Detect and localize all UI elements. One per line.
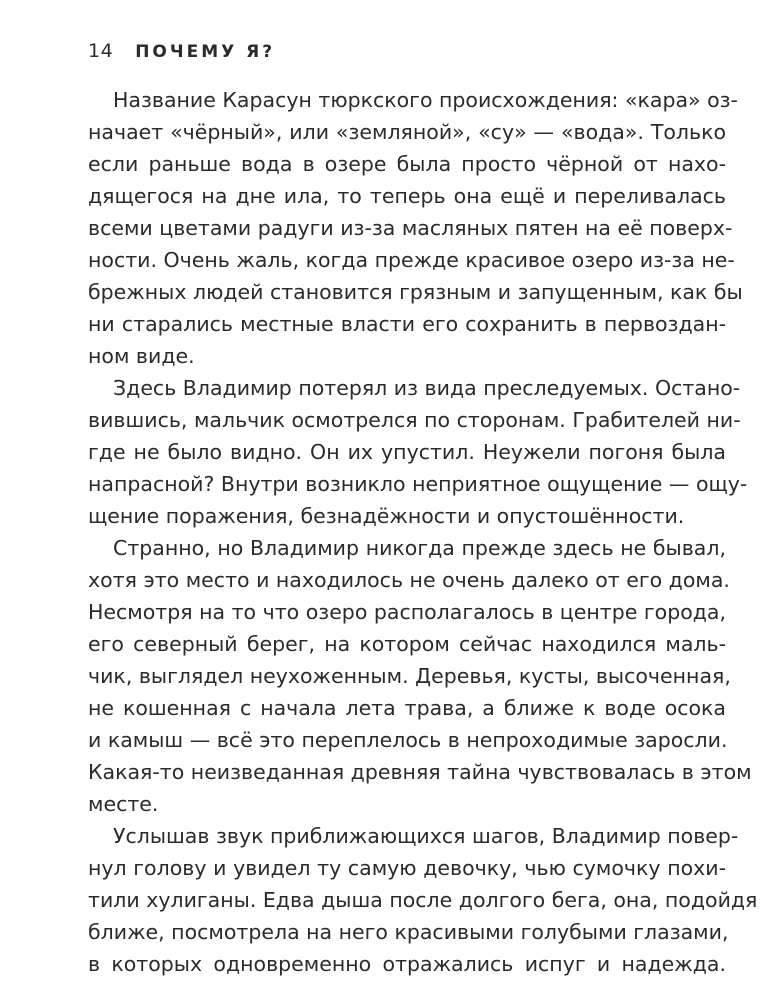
text-line: ности. Очень жаль, когда прежде красивое озеро из-за не-: [88, 248, 735, 272]
text-line: всеми цветами радуги из-за масляных пятен на её поверх-: [88, 216, 733, 240]
text-line: не кошенная с начала лета трава, а ближе к воде осока: [88, 696, 726, 720]
text-line: чик, выглядел неухоженным. Деревья, кусты, высоченная,: [88, 664, 731, 688]
text-line: Несмотря на то что озеро располагалось в центре города,: [88, 600, 726, 624]
text-line: ни старались местные власти его сохранить в первоздан-: [88, 312, 726, 336]
running-head: [88, 40, 726, 80]
text-line: начает «чёрный», или «земляной», «су» — «вода». Только: [88, 120, 726, 144]
book-page: [88, 40, 758, 980]
text-line: брежных людей становится грязным и запущенным, как бы: [88, 280, 743, 304]
section-title: ПОЧЕМУ Я?: [135, 42, 276, 62]
text-line: в которых одновременно отражались испуг и надежда.: [88, 952, 726, 976]
text-line: Странно, но Владимир никогда прежде здесь не бывал,: [113, 536, 726, 560]
page-number: 14: [88, 40, 114, 62]
text-line: нул голову и увидел ту самую девочку, чью сумочку похи-: [88, 856, 726, 880]
text-line: где не было видно. Он их упустил. Неужели погоня была: [88, 440, 726, 464]
text-line: вившись, мальчик осмотрелся по сторонам. Грабителей ни-: [88, 408, 741, 432]
text-line: хотя это место и находилось не очень далеко от его дома.: [88, 568, 730, 592]
text-line: его северный берег, на котором сейчас находился маль-: [88, 632, 726, 656]
text-line: Название Карасун тюркского происхождения: «кара» оз-: [113, 88, 738, 112]
text-line: щение поражения, безнадёжности и опустошённости.: [88, 504, 685, 528]
text-line: дящегося на дне ила, то теперь она ещё и переливалась: [88, 184, 726, 208]
text-line: месте.: [88, 792, 159, 816]
text-line: ближе, посмотрела на него красивыми голубыми глазами,: [88, 920, 729, 944]
text-line: ном виде.: [88, 344, 195, 368]
text-line: тили хулиганы. Едва дыша после долгого бега, она, подойдя: [88, 888, 758, 912]
text-line: напрасной? Внутри возникло неприятное ощущение — ощу-: [88, 472, 748, 496]
text-line: Какая-то неизведанная древняя тайна чувствовалась в этом: [88, 760, 752, 784]
text-line: если раньше вода в озере была просто чёрной от нахо-: [88, 152, 726, 176]
text-line: и камыш — всё это переплелось в непроходимые заросли.: [88, 728, 728, 752]
text-line: Здесь Владимир потерял из вида преследуемых. Остано-: [113, 376, 741, 400]
text-line: Услышав звук приближающихся шагов, Владимир повер-: [113, 824, 739, 848]
body-text: [88, 84, 758, 980]
